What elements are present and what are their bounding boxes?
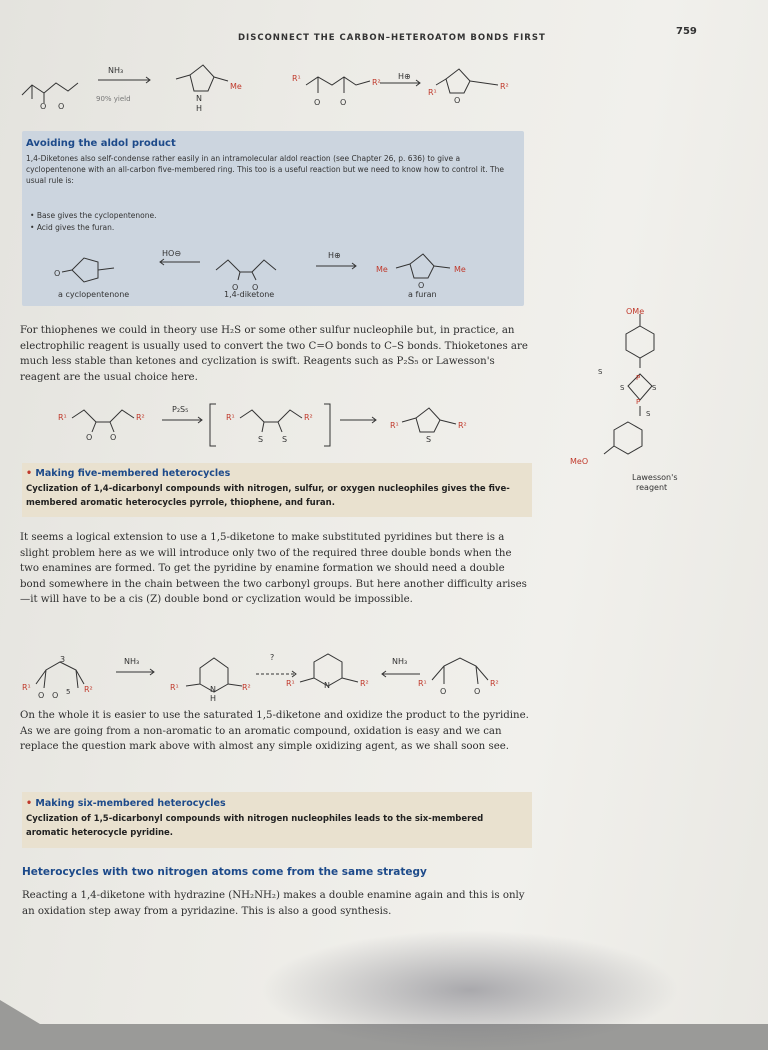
svg-text:Lawesson's: Lawesson's — [632, 473, 678, 482]
svg-text:N: N — [324, 681, 330, 690]
svg-text:O: O — [474, 687, 481, 696]
svg-text:R²: R² — [304, 413, 313, 422]
svg-text:N: N — [210, 685, 216, 694]
svg-text:R¹: R¹ — [170, 683, 179, 692]
aldol-bullet-2 — [30, 222, 114, 233]
svg-text:S: S — [646, 410, 651, 418]
svg-text:S: S — [620, 384, 625, 392]
svg-text:O: O — [40, 102, 47, 111]
svg-text:R²: R² — [84, 685, 93, 694]
running-title: DISCONNECT THE CARBON–HETEROATOM BONDS FIRST — [238, 33, 546, 43]
page-number: 759 — [676, 26, 697, 37]
svg-text:N: N — [196, 94, 202, 103]
svg-text:R¹: R¹ — [390, 421, 399, 430]
box-six-title — [26, 798, 226, 809]
svg-text:R²: R² — [490, 679, 499, 688]
box-five-text: Cyclization of 1,4-dicarbonyl compounds with nitrogen, sulfur, or oxygen nucleophiles gives the five-membered aromatic heterocycles pyrrole, thiophene, and furan. — [26, 484, 510, 508]
svg-text:OMe: OMe — [626, 307, 645, 316]
label-cyclopentenone: a cyclopentenone — [58, 290, 130, 299]
paragraph-thiophenes: For thiophenes we could in theory use H₂S or some other sulfur nucleophile but, in practice, an electrophilic reagent is usually used to convert the two C=O bonds to C–S bonds. Thioketones are much less stable than ketones and cyclization is swift. Reagents such as P₂S₅ or Lawesson's reagent are the usual choice here. — [20, 325, 528, 383]
box-five-title — [26, 468, 230, 479]
svg-text:Me: Me — [230, 82, 242, 91]
svg-text:O: O — [54, 269, 61, 278]
svg-text:R¹: R¹ — [58, 413, 67, 422]
label-diketone: 1,4-diketone — [224, 290, 275, 299]
svg-text:?: ? — [270, 653, 275, 662]
svg-text:H⊕: H⊕ — [398, 72, 411, 81]
thiophene-scheme — [40, 398, 520, 453]
svg-text:H⊕: H⊕ — [328, 251, 341, 260]
svg-text:R¹: R¹ — [286, 679, 295, 688]
svg-text:S: S — [282, 435, 288, 444]
svg-text:3: 3 — [60, 655, 66, 664]
svg-text:S: S — [426, 435, 432, 444]
svg-text:R¹: R¹ — [428, 88, 437, 97]
section-heading: Heterocycles with two nitrogen atoms come from the same strategy — [22, 866, 427, 878]
svg-text:R²: R² — [360, 679, 369, 688]
box-six-title-text: Making six-membered heterocycles — [35, 798, 226, 809]
svg-text:O: O — [52, 691, 59, 700]
box-five-title-text: Making five-membered heterocycles — [35, 468, 231, 479]
svg-text:NH₃: NH₃ — [108, 66, 124, 75]
lawessons-reagent-structure — [560, 300, 710, 500]
svg-text:R²: R² — [458, 421, 467, 430]
svg-text:O: O — [110, 433, 117, 442]
svg-text:P: P — [636, 374, 641, 382]
svg-text:S: S — [258, 435, 264, 444]
section-text: Reacting a 1,4-diketone with hydrazine (NH₂NH₂) makes a double enamine again and this is only an oxidation step away from a pyridazine. This is also a good synthesis. — [22, 890, 525, 917]
svg-text:5: 5 — [66, 688, 71, 696]
bullet-dot: • — [26, 468, 36, 479]
box-six-text: Cyclization of 1,5-dicarbonyl compounds with nitrogen nucleophiles leads to the six-membered aromatic heterocycle pyridine. — [26, 814, 484, 838]
bullet-text: Acid gives the furan. — [36, 223, 115, 232]
svg-text:Me: Me — [454, 265, 466, 274]
svg-text:O: O — [58, 102, 65, 111]
svg-text:P₂S₅: P₂S₅ — [172, 405, 189, 414]
aldol-box-title: Avoiding the aldol product — [26, 138, 176, 149]
svg-text:HO⊖: HO⊖ — [162, 249, 182, 258]
svg-text:O: O — [440, 687, 447, 696]
top-reaction-scheme — [0, 55, 560, 115]
aldol-scheme — [50, 242, 500, 292]
svg-text:O: O — [38, 691, 45, 700]
svg-text:MeO: MeO — [570, 457, 589, 466]
svg-text:O: O — [418, 281, 425, 290]
svg-text:S: S — [652, 384, 657, 392]
bullet-dot: • — [26, 798, 36, 809]
photo-shadow — [260, 930, 680, 1050]
svg-text:R¹: R¹ — [418, 679, 427, 688]
svg-text:O: O — [314, 98, 321, 107]
pyridine-scheme — [20, 640, 540, 705]
svg-text:O: O — [86, 433, 93, 442]
svg-text:R²: R² — [136, 413, 145, 422]
svg-text:O: O — [454, 96, 461, 105]
svg-text:R²: R² — [500, 82, 509, 91]
svg-text:O: O — [232, 283, 239, 292]
aldol-box-text: 1,4-Diketones also self-condense rather easily in an intramolecular aldol reaction (see Chapter 26, p. 636) to give a cyclopentenone with an all-carbon five-membered ring. This too is a useful reaction but we need to know how to control it. The usual rule is: — [26, 154, 504, 185]
svg-text:R²: R² — [372, 78, 381, 87]
svg-text:S: S — [598, 368, 603, 376]
svg-text:NH₃: NH₃ — [124, 657, 140, 666]
svg-text:O: O — [340, 98, 347, 107]
aldol-bullet-1 — [30, 210, 156, 221]
paragraph-pyridines: It seems a logical extension to use a 1,5-diketone to make substituted pyridines but there is a slight problem here as we will introduce only two of the required three double bonds when the two enamines are formed. To get the pyridine by enamine formation we should need a double bond somewhere in the chain between the two carbonyl groups. But here another difficulty arises—it will have to be a cis (Z) double bond or cyclization would be impossible. — [20, 532, 527, 605]
svg-text:R²: R² — [242, 683, 251, 692]
bullet-text: Base gives the cyclopentenone. — [36, 211, 157, 220]
svg-text:reagent: reagent — [636, 483, 668, 492]
svg-text:H: H — [196, 104, 203, 113]
svg-text:R¹: R¹ — [226, 413, 235, 422]
bullet-dot: • — [30, 223, 37, 232]
svg-text:O: O — [252, 283, 259, 292]
paragraph-oxidation: On the whole it is easier to use the saturated 1,5-diketone and oxidize the product to the pyridine. As we are going from a non-aromatic to an aromatic compound, oxidation is easy and we can replace the question mark above with almost any simple oxidizing agent, as we shall soon see. — [20, 710, 529, 752]
svg-text:90% yield: 90% yield — [96, 95, 131, 103]
svg-text:R¹: R¹ — [292, 74, 301, 83]
svg-text:Me: Me — [376, 265, 388, 274]
svg-text:P: P — [636, 398, 641, 406]
label-furan: a furan — [408, 290, 437, 299]
svg-text:R¹: R¹ — [22, 683, 31, 692]
bullet-dot: • — [30, 211, 37, 220]
svg-text:NH₃: NH₃ — [392, 657, 408, 666]
svg-text:H: H — [210, 694, 217, 703]
